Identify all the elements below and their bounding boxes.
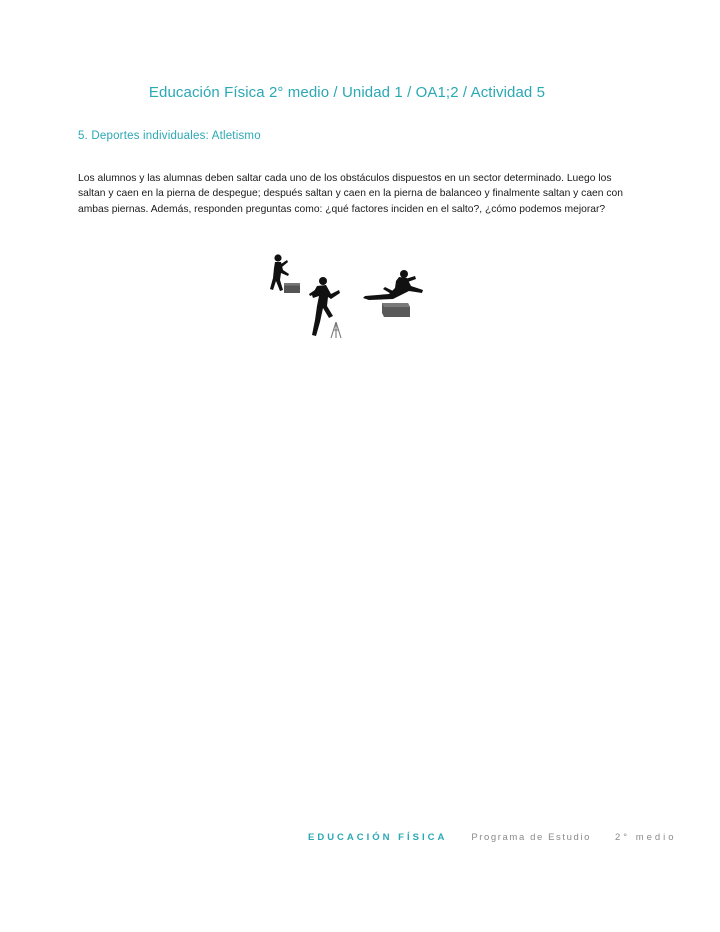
footer-program: Programa de Estudio — [471, 832, 591, 843]
page-title: Educación Física 2° medio / Unidad 1 / OA1;2 / Actividad 5 — [148, 84, 546, 101]
jumper-on-box-figure — [270, 254, 300, 293]
section-heading: 5. Deportes individuales: Atletismo — [78, 130, 261, 142]
activity-description: Los alumnos y las alumnas deben saltar cada uno de los obstáculos dispuestos en un sector determinado. Luego los saltan y caen en la pierna de despegue; después saltan y caen en la pierna de balanceo y finalmente saltan y caen con ambas piernas. Además, responden preguntas como: ¿qué factores inciden en el salto?, ¿cómo podemos mejorar? — [78, 173, 623, 215]
runner-over-hurdle-figure — [309, 277, 341, 338]
footer-brand: EDUCACIÓN FÍSICA — [308, 832, 448, 843]
athletics-illustration — [265, 250, 435, 342]
page-footer — [308, 832, 677, 843]
footer-grade: 2° medio — [614, 832, 677, 843]
long-jumper-over-box-figure — [363, 270, 423, 317]
